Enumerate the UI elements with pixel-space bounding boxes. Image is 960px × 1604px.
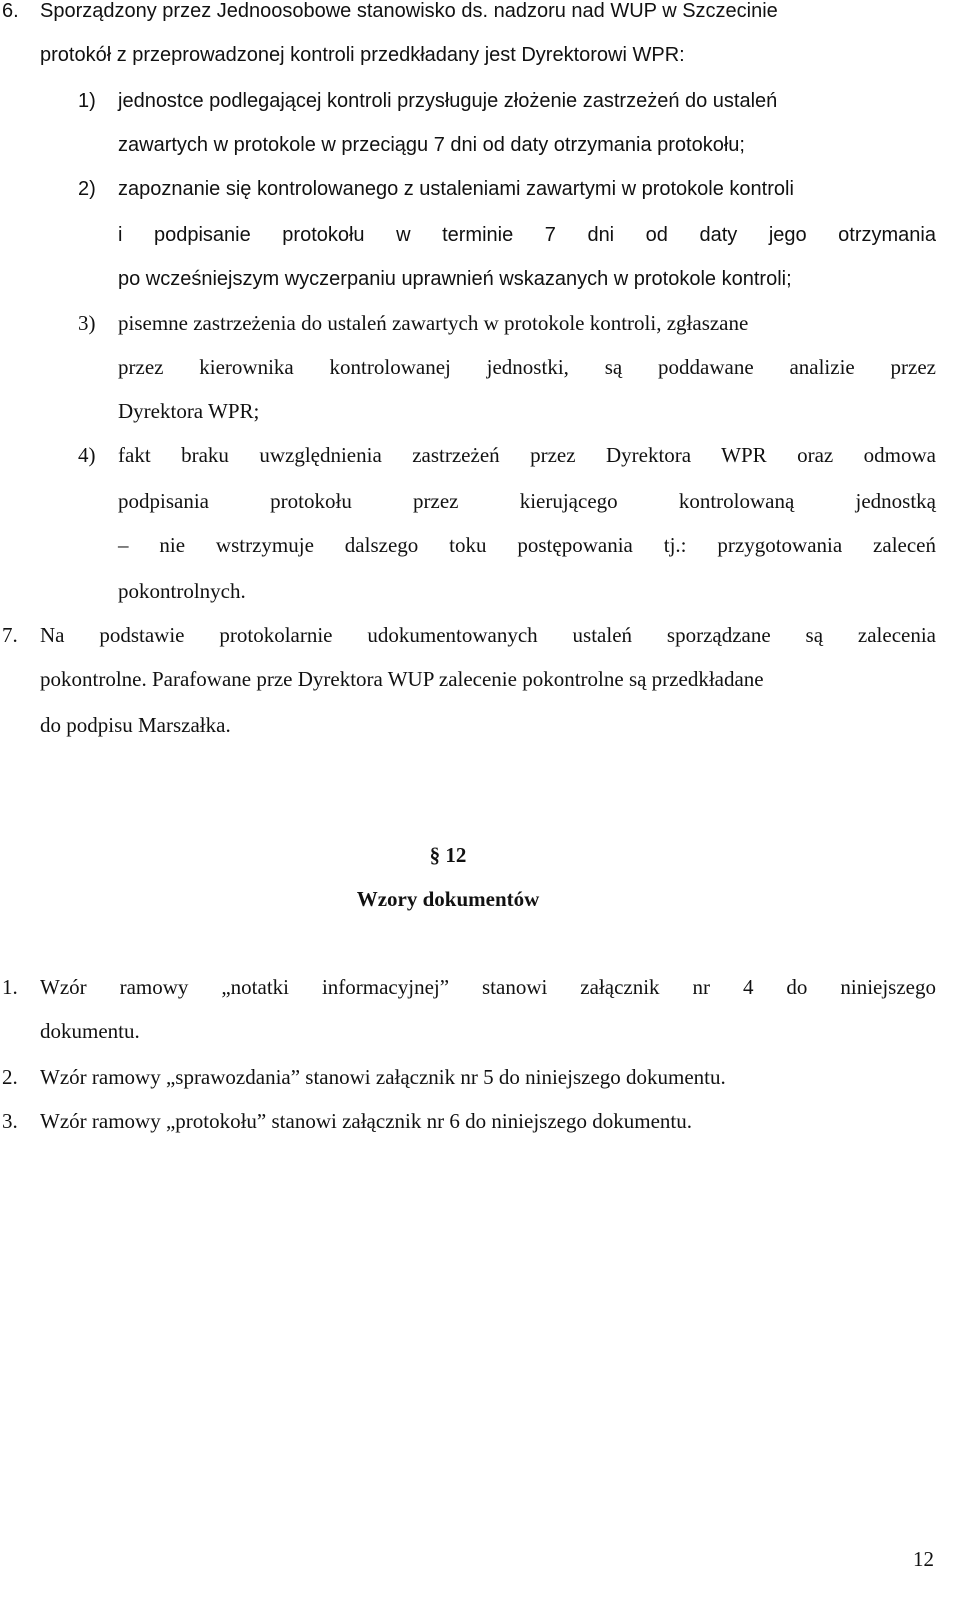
section-6-number: 6.: [2, 0, 19, 22]
item-1-line-1: jednostce podlegającej kontroli przysługuje złożenie zastrzeżeń do ustaleń: [118, 90, 778, 112]
item-4-line-1: fakt braku uwzględnienia zastrzeżeń przez Dyrektora WPR oraz odmowa: [118, 443, 936, 467]
item-3-line-2: przez kierownika kontrolowanej jednostki, są poddawane analizie przez: [118, 355, 936, 379]
template-1-number: 1.: [2, 975, 18, 999]
template-1-line-2: dokumentu.: [40, 1019, 140, 1043]
item-2-line-1: zapoznanie się kontrolowanego z ustaleniami zawartymi w protokole kontroli: [118, 178, 794, 200]
item-1-number: 1): [78, 90, 96, 112]
section-7-number: 7.: [2, 623, 18, 647]
paragraph-number: § 12: [429, 843, 467, 867]
template-2-line-1: Wzór ramowy „sprawozdania” stanowi załącznik nr 5 do niniejszego dokumentu.: [40, 1065, 726, 1089]
template-3-number: 3.: [2, 1109, 18, 1133]
item-4-number: 4): [78, 443, 96, 467]
item-4-line-3: – nie wstrzymuje dalszego toku postępowania tj.: przygotowania zaleceń: [118, 533, 936, 557]
item-3-line-3: Dyrektora WPR;: [118, 399, 260, 423]
item-3-line-1: pisemne zastrzeżenia do ustaleń zawartych w protokole kontroli, zgłaszane: [118, 311, 749, 335]
item-2-line-2: i podpisanie protokołu w terminie 7 dni od daty jego otrzymania: [118, 224, 936, 246]
section-7-line-3: do podpisu Marszałka.: [40, 713, 231, 737]
item-2-number: 2): [78, 178, 96, 200]
template-3-line-1: Wzór ramowy „protokołu” stanowi załącznik nr 6 do niniejszego dokumentu.: [40, 1109, 692, 1133]
section-title: Wzory dokumentów: [356, 887, 540, 911]
item-2-line-3: po wcześniejszym wyczerpaniu uprawnień wskazanych w protokole kontroli;: [118, 268, 792, 290]
item-4-line-4: pokontrolnych.: [118, 579, 246, 603]
page-number: 12: [913, 1547, 934, 1571]
section-6-line-2: protokół z przeprowadzonej kontroli przedkładany jest Dyrektorowi WPR:: [40, 44, 685, 66]
item-1-line-2: zawartych w protokole w przeciągu 7 dni od daty otrzymania protokołu;: [118, 134, 745, 156]
section-7-line-1: Na podstawie protokolarnie udokumentowanych ustaleń sporządzane są zalecenia: [40, 623, 936, 647]
section-7-line-2: pokontrolne. Parafowane prze Dyrektora WUP zalecenie pokontrolne są przedkładane: [40, 667, 764, 691]
item-4-line-2: podpisania protokołu przez kierującego kontrolowaną jednostką: [118, 489, 936, 513]
section-6-line-1: Sporządzony przez Jednoosobowe stanowisko ds. nadzoru nad WUP w Szczecinie: [40, 0, 778, 22]
item-3-number: 3): [78, 311, 96, 335]
template-1-line-1: Wzór ramowy „notatki informacyjnej” stanowi załącznik nr 4 do niniejszego: [40, 975, 936, 999]
template-2-number: 2.: [2, 1065, 18, 1089]
